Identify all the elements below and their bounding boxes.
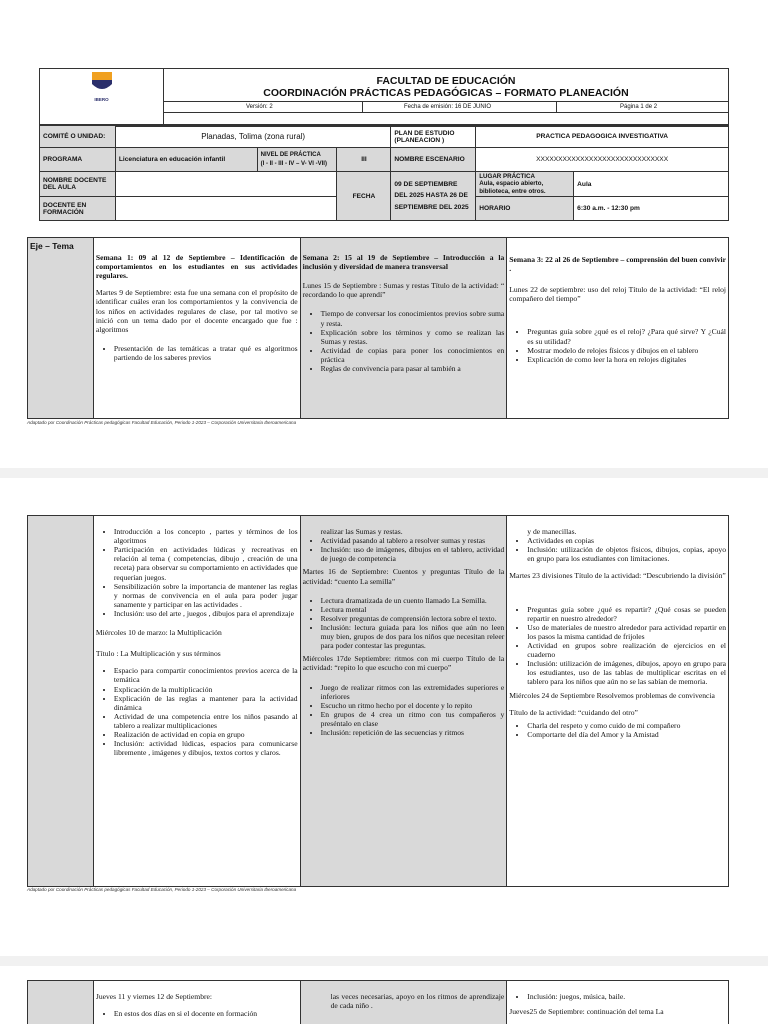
list-item: • Actividades en copias [527, 536, 726, 545]
list-item: • Actividad de copias para poner los conocimientos en práctica [321, 346, 505, 364]
list-item: • Realización de actividad en copia en grupo [114, 730, 298, 739]
fecha-label: FECHA [337, 172, 391, 221]
escenario-value: XXXXXXXXXXXXXXXXXXXXXXXXXXXXXX [476, 148, 729, 172]
comite-label: COMITÉ O UNIDAD: [40, 126, 116, 148]
list-item: • Preguntas guía sobre ¿qué es el reloj? ¿Para qué sirve? Y ¿Cuál es su utilidad? [527, 327, 726, 345]
week3-cell [507, 516, 729, 887]
list-item: • En grupos de 4 crea un ritmo con tus compañeros y preséntalo en clase [321, 710, 505, 728]
version-text: Versión: 2 [246, 104, 273, 110]
list-item: • Explicación sobre los términos y como se realizan las Sumas y restas. [321, 328, 505, 346]
week1-wednesday-title: Título : La Multiplicación y sus términos [95, 649, 221, 659]
list-item: • Inclusión: actividad lúdicas, espacios para comunicarse libremente , imágenes y dibujos, textos cortos y claros. [114, 739, 298, 757]
week2-wednesday: Miércoles 17de Septiembre: ritmos con mi cuerpo Título de la actividad: “repito lo que escucho con mi cuerpo” [302, 654, 505, 673]
escenario-label: NOMBRE ESCENARIO [391, 148, 476, 172]
week1-list-a [96, 527, 298, 618]
planning-table-3 [27, 980, 729, 1024]
week1-wednesday: Miércoles 10 de marzo: la Multiplicación [95, 628, 222, 638]
lugar-cell [476, 172, 574, 197]
week3-title: Semana 3: 22 al 26 de Septiembre – comprensión del buen convivir . [509, 255, 726, 274]
week3-intro: Lunes 22 de septiembre: uso del reloj Título de la actividad: “El reloj compañero del tiempo” [509, 285, 726, 304]
week1-list [96, 1009, 298, 1018]
list-item: • Explicación de las reglas a mantener para la actividad dinámica [114, 694, 298, 712]
week3-list [509, 327, 726, 363]
week2-tuesday: Martes 16 de Septiembre: Cuentos y preguntas Título de la actividad: “cuento La semilla” [302, 567, 505, 586]
horario-value: 6:30 a.m. - 12:30 pm [574, 197, 729, 221]
list-item: • Inclusión: repetición de las secuencias y ritmos [321, 728, 505, 737]
list-item: • Comportarte del día del Amor y la Amistad [527, 730, 726, 739]
week2-list [303, 309, 505, 373]
eje-tema-cell [28, 981, 94, 1024]
list-item: • Actividad de una competencia entre los niños pasando al tablero a realizar multiplicaciones [114, 712, 298, 730]
nivel-options: (I - II - III - IV – V- VI -VII) [260, 160, 327, 167]
week2-cell [300, 516, 507, 887]
week3-list-b [509, 605, 726, 687]
eje-tema-cell [28, 516, 94, 887]
list-item: • En estos dos días en si el docente en formación [114, 1009, 298, 1018]
formacion-label: DOCENTE EN FORMACIÓN [40, 197, 116, 221]
formacion-value [115, 197, 337, 221]
fecha-value: 09 DE SEPTIEMBRE DEL 2025 HASTA 26 DE SEPTIEMBRE DEL 2025 [391, 172, 476, 221]
list-item: • Introducción a los concepto , partes y términos de los algoritmos [114, 527, 298, 545]
header-title-faculty: FACULTAD DE EDUCACIÓN [376, 75, 516, 87]
planning-table-1 [27, 237, 729, 419]
week3-tuesday: Martes 23 divisiones Título de la actividad: “Descubriendo la división” [509, 571, 726, 581]
list-item: • Reglas de convivencia para pasar al también a [321, 364, 505, 373]
list-item: • Resolver preguntas de comprensión lectora sobre el texto. [321, 614, 505, 623]
page-footer: Adaptado por Coordinación Prácticas pedagógicas Facultad Educación, Periodo 1-2023 – Corporación Universitaria Iberoamericana [27, 420, 297, 425]
list-item: • Sensibilización sobre la importancia de mantener las reglas y normas de convivencia en el aula para poder jugar sanamente y participar en las actividades . [114, 582, 298, 609]
page-footer: Adaptado por Coordinación Prácticas pedagógicas Facultad Educación, Periodo 1-2023 – Corporación Universitaria Iberoamericana [27, 887, 297, 892]
week2-cell [300, 981, 507, 1024]
week2-cell [300, 238, 507, 419]
week3-cell [507, 238, 729, 419]
list-item: • Mostrar modelo de relojes físicos y dibujos en el tablero [527, 346, 726, 355]
list-item: • Escucho un ritmo hecho por el docente y lo repito [321, 701, 505, 710]
emission-date-text: Fecha de emisión: 16 DE JUNIO [404, 104, 492, 110]
page-3 [0, 966, 768, 1024]
week2-list-a [303, 527, 505, 563]
list-item: • Inclusión: uso de imágenes, dibujos en el tablero, actividad de juego de competencia [321, 545, 505, 563]
week2-intro: Lunes 15 de Septiembre : Sumas y restas Título de la actividad: “ recordando lo que aprendí” [302, 281, 505, 300]
horario-label: HORARIO [476, 197, 574, 221]
list-item: • Espacio para compartir conocimientos previos acerca de la temática [114, 666, 298, 684]
planning-table-2 [27, 515, 729, 887]
week3-thursday: Jueves25 de Septiembre: continuación del tema La [509, 1007, 664, 1017]
week3-wednesday-title: Título de la actividad: “cuidando del otro” [509, 707, 638, 717]
header-meta-row [164, 101, 728, 113]
week2-continuation: las veces necesarias, apoyo en los ritmos de aprendizaje de cada niño . [330, 992, 505, 1011]
info-table [39, 125, 729, 221]
week1-thursday: Jueves 11 y viernes 12 de Septiembre: [95, 992, 213, 1001]
week3-wednesday: Miércoles 24 de Septiembre Resolvemos problemas de convivencia [509, 690, 715, 700]
lugar-label: LUGAR PRÁCTICA [479, 173, 535, 180]
list-item: • Lectura mental [321, 605, 505, 614]
week1-cell [93, 516, 300, 887]
nivel-cell [257, 148, 337, 172]
header-title-coordination: COORDINACIÓN PRÁCTICAS PEDAGÓGICAS – FORMATO PLANEACIÓN [263, 87, 629, 99]
list-item: • Actividad pasando al tablero a resolver sumas y restas [321, 536, 505, 545]
list-item: • Inclusión: utilización de imágenes, dibujos, apoyo en grupo para los estudiantes, uso de las tablas de multiplicar escritas en el tablero para los niños que aún no se las sabían de memoria. [527, 659, 726, 686]
list-item: • Presentación de las temáticas a tratar qué es algoritmos partiendo de los saberes previos [114, 344, 298, 362]
list-item: • Inclusión: utilización de objetos físicos, dibujos, copias, apoyo en grupo para los estudiantes con limitaciones. [527, 545, 726, 563]
week3-cell [507, 981, 729, 1024]
docente-aula-value [115, 172, 337, 197]
list-item: • Inclusión: lectura guiada para los niños que aún no leen muy bien, grupos de dos para los niños que necesitan releer para poder contestar las preguntas. [321, 623, 505, 650]
week1-cell [93, 238, 300, 419]
list-item: • Uso de materiales de nuestro alrededor para actividad repartir en los pasos la misma cantidad de frijoles [527, 623, 726, 641]
week2-list-b [303, 596, 505, 651]
week1-list-b [96, 666, 298, 757]
week3-list-a [509, 527, 726, 563]
programa-value: Licenciatura en educación infantil [115, 148, 257, 172]
list-item: • Charla del respeto y como cuido de mi compañero [527, 721, 726, 730]
week2-list-c [303, 683, 505, 738]
list-item: • Actividad en grupos sobre realización de ejercicios en el cuaderno [527, 641, 726, 659]
page-2 [0, 478, 768, 956]
ibero-logo-icon [91, 72, 113, 92]
nivel-value: III [337, 148, 391, 172]
comite-value: Planadas, Tolima (zona rural) [115, 126, 390, 148]
list-item: realizar las Sumas y restas. [320, 527, 403, 536]
week3-list-c [509, 721, 726, 739]
list-item: • Participación en actividades lúdicas y recreativas en relación al tema ( competencias, dibujo , creación de una receta) para observar su comportamiento en actividades que requerían juegos. [114, 545, 298, 581]
logo-text: IBERO [94, 97, 109, 102]
page-1 [0, 0, 768, 468]
list-item: • Lectura dramatizada de un cuento llamado La Semilla. [321, 596, 505, 605]
plan-label: PLAN DE ESTUDIO (PLANEACION ) [391, 126, 476, 148]
docente-aula-label: NOMBRE DOCENTE DEL AULA [40, 172, 116, 197]
plan-value: PRACTICA PEDAGOGICA INVESTIGATIVA [476, 126, 729, 148]
list-item: • Tiempo de conversar los conocimientos previos sobre suma y resta. [321, 309, 505, 327]
eje-tema-cell [28, 238, 94, 419]
list-item: • Explicación de como leer la hora en relojes digitales [527, 355, 726, 364]
lugar-desc: Aula, espacio abierto, biblioteca, entre otros. [479, 180, 546, 195]
page-number-text: Página 1 de 2 [620, 104, 658, 110]
list-item: • Inclusión: uso del arte , juegos , dibujos para el aprendizaje [114, 609, 298, 618]
eje-tema-label: Eje – Tema [30, 241, 74, 251]
list-item: • Juego de realizar ritmos con las extremidades superiores e inferiores [321, 683, 505, 701]
nivel-label: NIVEL DE PRÁCTICA [260, 152, 321, 159]
week1-intro: Martes 9 de Septiembre: esta fue una semana con el propósito de identificar cuáles eran los comportamientos y la convivencia de los niños en actividades regulares de clase, por tal motivo se inició con un tema dado por el docente encargado que fue : algoritmos [95, 288, 298, 334]
week1-title: Semana 1: 09 al 12 de Septiembre – Identificación de comportamientos en los estudiantes en sus actividades regulares. [95, 253, 298, 281]
week2-title: Semana 2: 15 al 19 de Septiembre – Introducción a la inclusión y diversidad de manera transversal [302, 253, 505, 272]
week1-cell [93, 981, 300, 1024]
programa-label: PROGRAMA [40, 148, 116, 172]
list-item: • Preguntas guía sobre ¿qué es repartir? ¿Qué cosas se pueden repartir en nuestro alrededor? [527, 605, 726, 623]
list-item: • Inclusión: juegos, música, baile. [527, 992, 726, 1001]
list-item: y de manecillas. [527, 527, 577, 536]
week1-list [96, 344, 298, 362]
lugar-value: Aula [574, 172, 729, 197]
list-item: • Explicación de la multiplicación [114, 685, 298, 694]
week3-list [509, 992, 726, 1001]
